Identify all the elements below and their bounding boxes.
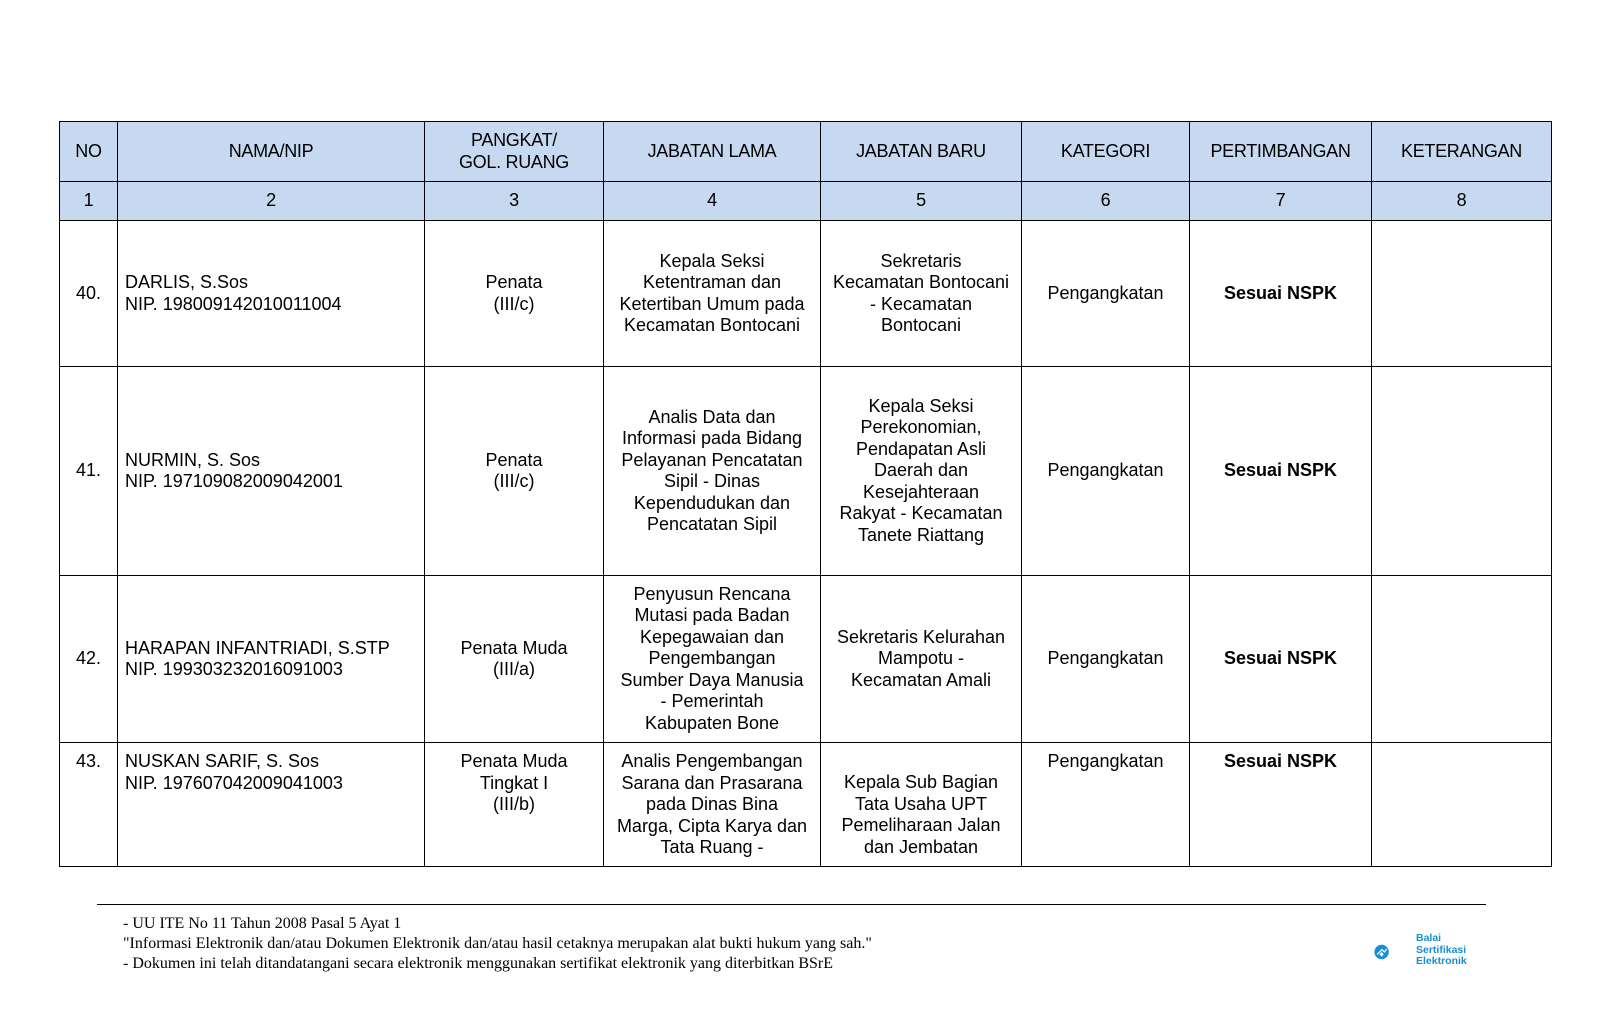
jabatan-lama-line: Pelayanan Pencatatan <box>621 449 803 470</box>
cell-pangkat <box>425 743 604 867</box>
jabatan-lama-line: Ketentraman dan <box>642 272 782 292</box>
jabatan-baru-line: Kecamatan Bontocani <box>832 272 1010 292</box>
jabatan-lama-line: Tata Ruang - <box>660 837 764 857</box>
jabatan-lama-line: Pencatatan Sipil <box>646 514 778 534</box>
jabatan-lama-line: Sipil - Dinas <box>663 471 761 491</box>
mutation-table <box>59 121 1552 867</box>
jabatan-lama-line: Kependudukan dan <box>633 492 791 513</box>
footer-line-2: "Informasi Elektronik dan/atau Dokumen Elektronik dan/atau hasil cetaknya merupakan alat bukti hukum yang sah." <box>123 935 872 952</box>
employee-nip: NIP. 197607042009041003 <box>125 772 343 793</box>
cell-nama-nip <box>118 743 425 867</box>
footer-line-1: - UU ITE No 11 Tahun 2008 Pasal 5 Ayat 1 <box>123 915 402 932</box>
jabatan-lama-line: Sumber Daya Manusia <box>620 669 804 690</box>
jabatan-lama-line: Informasi pada Bidang <box>621 428 803 448</box>
employee-name: HARAPAN INFANTRIADI, S.STP <box>125 637 390 658</box>
cell-kategori <box>1022 367 1190 576</box>
kategori-value: Pengangkatan <box>1047 751 1164 771</box>
cell-pertimbangan <box>1190 367 1372 576</box>
pertimbangan-value: Sesuai NSPK <box>1223 460 1338 481</box>
cell-no <box>60 367 118 576</box>
footer-notice <box>123 914 872 974</box>
logo-text-line: Elektronik <box>1416 955 1467 967</box>
table-row <box>60 221 1552 367</box>
column-number: 8 <box>1372 182 1552 221</box>
jabatan-lama-line: Kecamatan Bontocani <box>623 315 801 335</box>
column-number: 7 <box>1190 182 1372 221</box>
cell-keterangan <box>1372 576 1552 743</box>
jabatan-lama-line: Sarana dan Prasarana <box>621 772 803 793</box>
pangkat-line: Penata Muda <box>460 751 568 771</box>
pangkat-line: Penata <box>485 272 543 292</box>
cell-pangkat <box>425 367 604 576</box>
header-jabatan-baru: JABATAN BARU <box>821 122 1022 182</box>
column-number: 2 <box>118 182 425 221</box>
cell-jabatan-baru <box>821 367 1022 576</box>
cell-keterangan <box>1372 367 1552 576</box>
header-kategori: KATEGORI <box>1022 122 1190 182</box>
header-nama-nip: NAMA/NIP <box>118 122 425 182</box>
pertimbangan-value: Sesuai NSPK <box>1223 751 1338 771</box>
jabatan-baru-line: Pendapatan Asli <box>855 438 987 459</box>
cell-jabatan-lama <box>604 367 821 576</box>
cell-nama-nip <box>118 221 425 367</box>
jabatan-lama-line: Analis Pengembangan <box>621 751 803 771</box>
jabatan-lama-line: Pengembangan <box>648 648 776 669</box>
jabatan-lama-line: Kepegawaian dan <box>639 626 785 647</box>
employee-nip: NIP. 199303232016091003 <box>125 659 343 679</box>
bsre-logo-icon <box>1374 932 1414 972</box>
logo-text-line: Balai <box>1416 932 1442 944</box>
column-number: 4 <box>604 182 821 221</box>
pangkat-line: (III/b) <box>492 794 535 814</box>
header-pangkat-line2: GOL. RUANG <box>458 151 570 172</box>
jabatan-baru-line: Kepala Seksi <box>868 395 974 416</box>
jabatan-baru-line: - Kecamatan <box>869 293 973 314</box>
cell-jabatan-lama <box>604 576 821 743</box>
table-row <box>60 743 1552 867</box>
footer-line-3: - Dokumen ini telah ditandatangani secara elektronik menggunakan sertifikat elektronik yang diterbitkan BSrE <box>123 955 833 972</box>
jabatan-baru-line: Pemeliharaan Jalan <box>841 815 1001 835</box>
jabatan-lama-line: Mutasi pada Badan <box>634 605 790 626</box>
column-number: 5 <box>821 182 1022 221</box>
jabatan-baru-line: Perekonomian, <box>860 417 982 438</box>
jabatan-baru-line: Mampotu - <box>877 648 965 669</box>
cell-kategori <box>1022 743 1190 867</box>
jabatan-baru-line: Tanete Riattang <box>857 524 985 545</box>
jabatan-lama-line: pada Dinas Bina <box>645 794 779 814</box>
employee-nip: NIP. 198009142010011004 <box>125 293 342 314</box>
jabatan-baru-line: dan Jembatan <box>863 836 979 857</box>
jabatan-lama-line: Ketertiban Umum pada <box>619 293 805 314</box>
jabatan-baru-line: Kesejahteraan <box>862 481 980 502</box>
cell-no <box>60 576 118 743</box>
pangkat-line: (III/c) <box>493 293 535 314</box>
row-number: 43. <box>75 751 102 771</box>
bsre-logo-text <box>1416 933 1467 968</box>
row-number: 41. <box>75 460 102 481</box>
header-pangkat-line1: PANGKAT/ <box>471 130 557 150</box>
table-row <box>60 367 1552 576</box>
jabatan-baru-line: Rakyat - Kecamatan <box>839 503 1003 524</box>
kategori-value: Pengangkatan <box>1047 282 1164 303</box>
header-no: NO <box>60 122 118 182</box>
column-number: 1 <box>60 182 118 221</box>
header-row <box>60 122 1552 182</box>
jabatan-lama-line: Analis Data dan <box>648 406 776 427</box>
pertimbangan-value: Sesuai NSPK <box>1223 648 1338 669</box>
logo-text-line: Sertifikasi <box>1416 943 1467 956</box>
cell-kategori <box>1022 221 1190 367</box>
cell-keterangan <box>1372 221 1552 367</box>
jabatan-baru-line: Daerah dan <box>873 460 969 481</box>
cell-no <box>60 221 118 367</box>
jabatan-baru-line: Kecamatan Amali <box>850 669 992 690</box>
cell-nama-nip <box>118 367 425 576</box>
footer-divider <box>97 904 1486 905</box>
kategori-value: Pengangkatan <box>1047 648 1164 669</box>
cell-jabatan-baru <box>821 743 1022 867</box>
cell-pangkat <box>425 576 604 743</box>
jabatan-baru-line: Sekretaris <box>880 250 962 271</box>
cell-nama-nip <box>118 576 425 743</box>
employee-nip: NIP. 197109082009042001 <box>125 471 343 491</box>
cell-keterangan <box>1372 743 1552 867</box>
employee-name: DARLIS, S.Sos <box>125 272 249 292</box>
jabatan-lama-line: - Pemerintah <box>660 691 764 712</box>
column-number-row <box>60 182 1552 221</box>
jabatan-lama-line: Penyusun Rencana <box>633 583 791 604</box>
jabatan-baru-line: Kepala Sub Bagian <box>843 772 999 792</box>
cell-kategori <box>1022 576 1190 743</box>
cell-jabatan-baru <box>821 221 1022 367</box>
header-pangkat <box>425 122 604 182</box>
header-jabatan-lama: JABATAN LAMA <box>604 122 821 182</box>
kategori-value: Pengangkatan <box>1047 460 1164 481</box>
column-number: 6 <box>1022 182 1190 221</box>
column-number: 3 <box>425 182 604 221</box>
pangkat-line: Penata <box>485 449 543 470</box>
jabatan-baru-line: Sekretaris Kelurahan <box>836 626 1006 647</box>
header-keterangan: KETERANGAN <box>1372 122 1552 182</box>
pangkat-line: (III/c) <box>493 471 535 491</box>
pangkat-line: Penata Muda <box>460 637 568 658</box>
cell-pangkat <box>425 221 604 367</box>
table-body <box>60 221 1552 867</box>
pangkat-line: (III/a) <box>492 659 535 679</box>
cell-pertimbangan <box>1190 576 1372 743</box>
jabatan-lama-line: Kepala Seksi <box>659 250 765 271</box>
row-number: 42. <box>75 648 102 669</box>
cell-pertimbangan <box>1190 221 1372 367</box>
employee-name: NURMIN, S. Sos <box>125 449 261 470</box>
header-pertimbangan: PERTIMBANGAN <box>1190 122 1372 182</box>
cell-jabatan-lama <box>604 221 821 367</box>
cell-no <box>60 743 118 867</box>
pangkat-line: Tingkat I <box>479 772 549 793</box>
jabatan-baru-line: Bontocani <box>880 315 962 335</box>
cell-jabatan-lama <box>604 743 821 867</box>
cell-pertimbangan <box>1190 743 1372 867</box>
pertimbangan-value: Sesuai NSPK <box>1223 282 1338 303</box>
jabatan-lama-line: Marga, Cipta Karya dan <box>616 815 808 836</box>
row-number: 40. <box>75 282 102 303</box>
employee-name: NUSKAN SARIF, S. Sos <box>125 751 320 771</box>
jabatan-baru-line: Tata Usaha UPT <box>854 793 988 814</box>
cell-jabatan-baru <box>821 576 1022 743</box>
jabatan-lama-line: Kabupaten Bone <box>644 712 780 733</box>
table-row <box>60 576 1552 743</box>
